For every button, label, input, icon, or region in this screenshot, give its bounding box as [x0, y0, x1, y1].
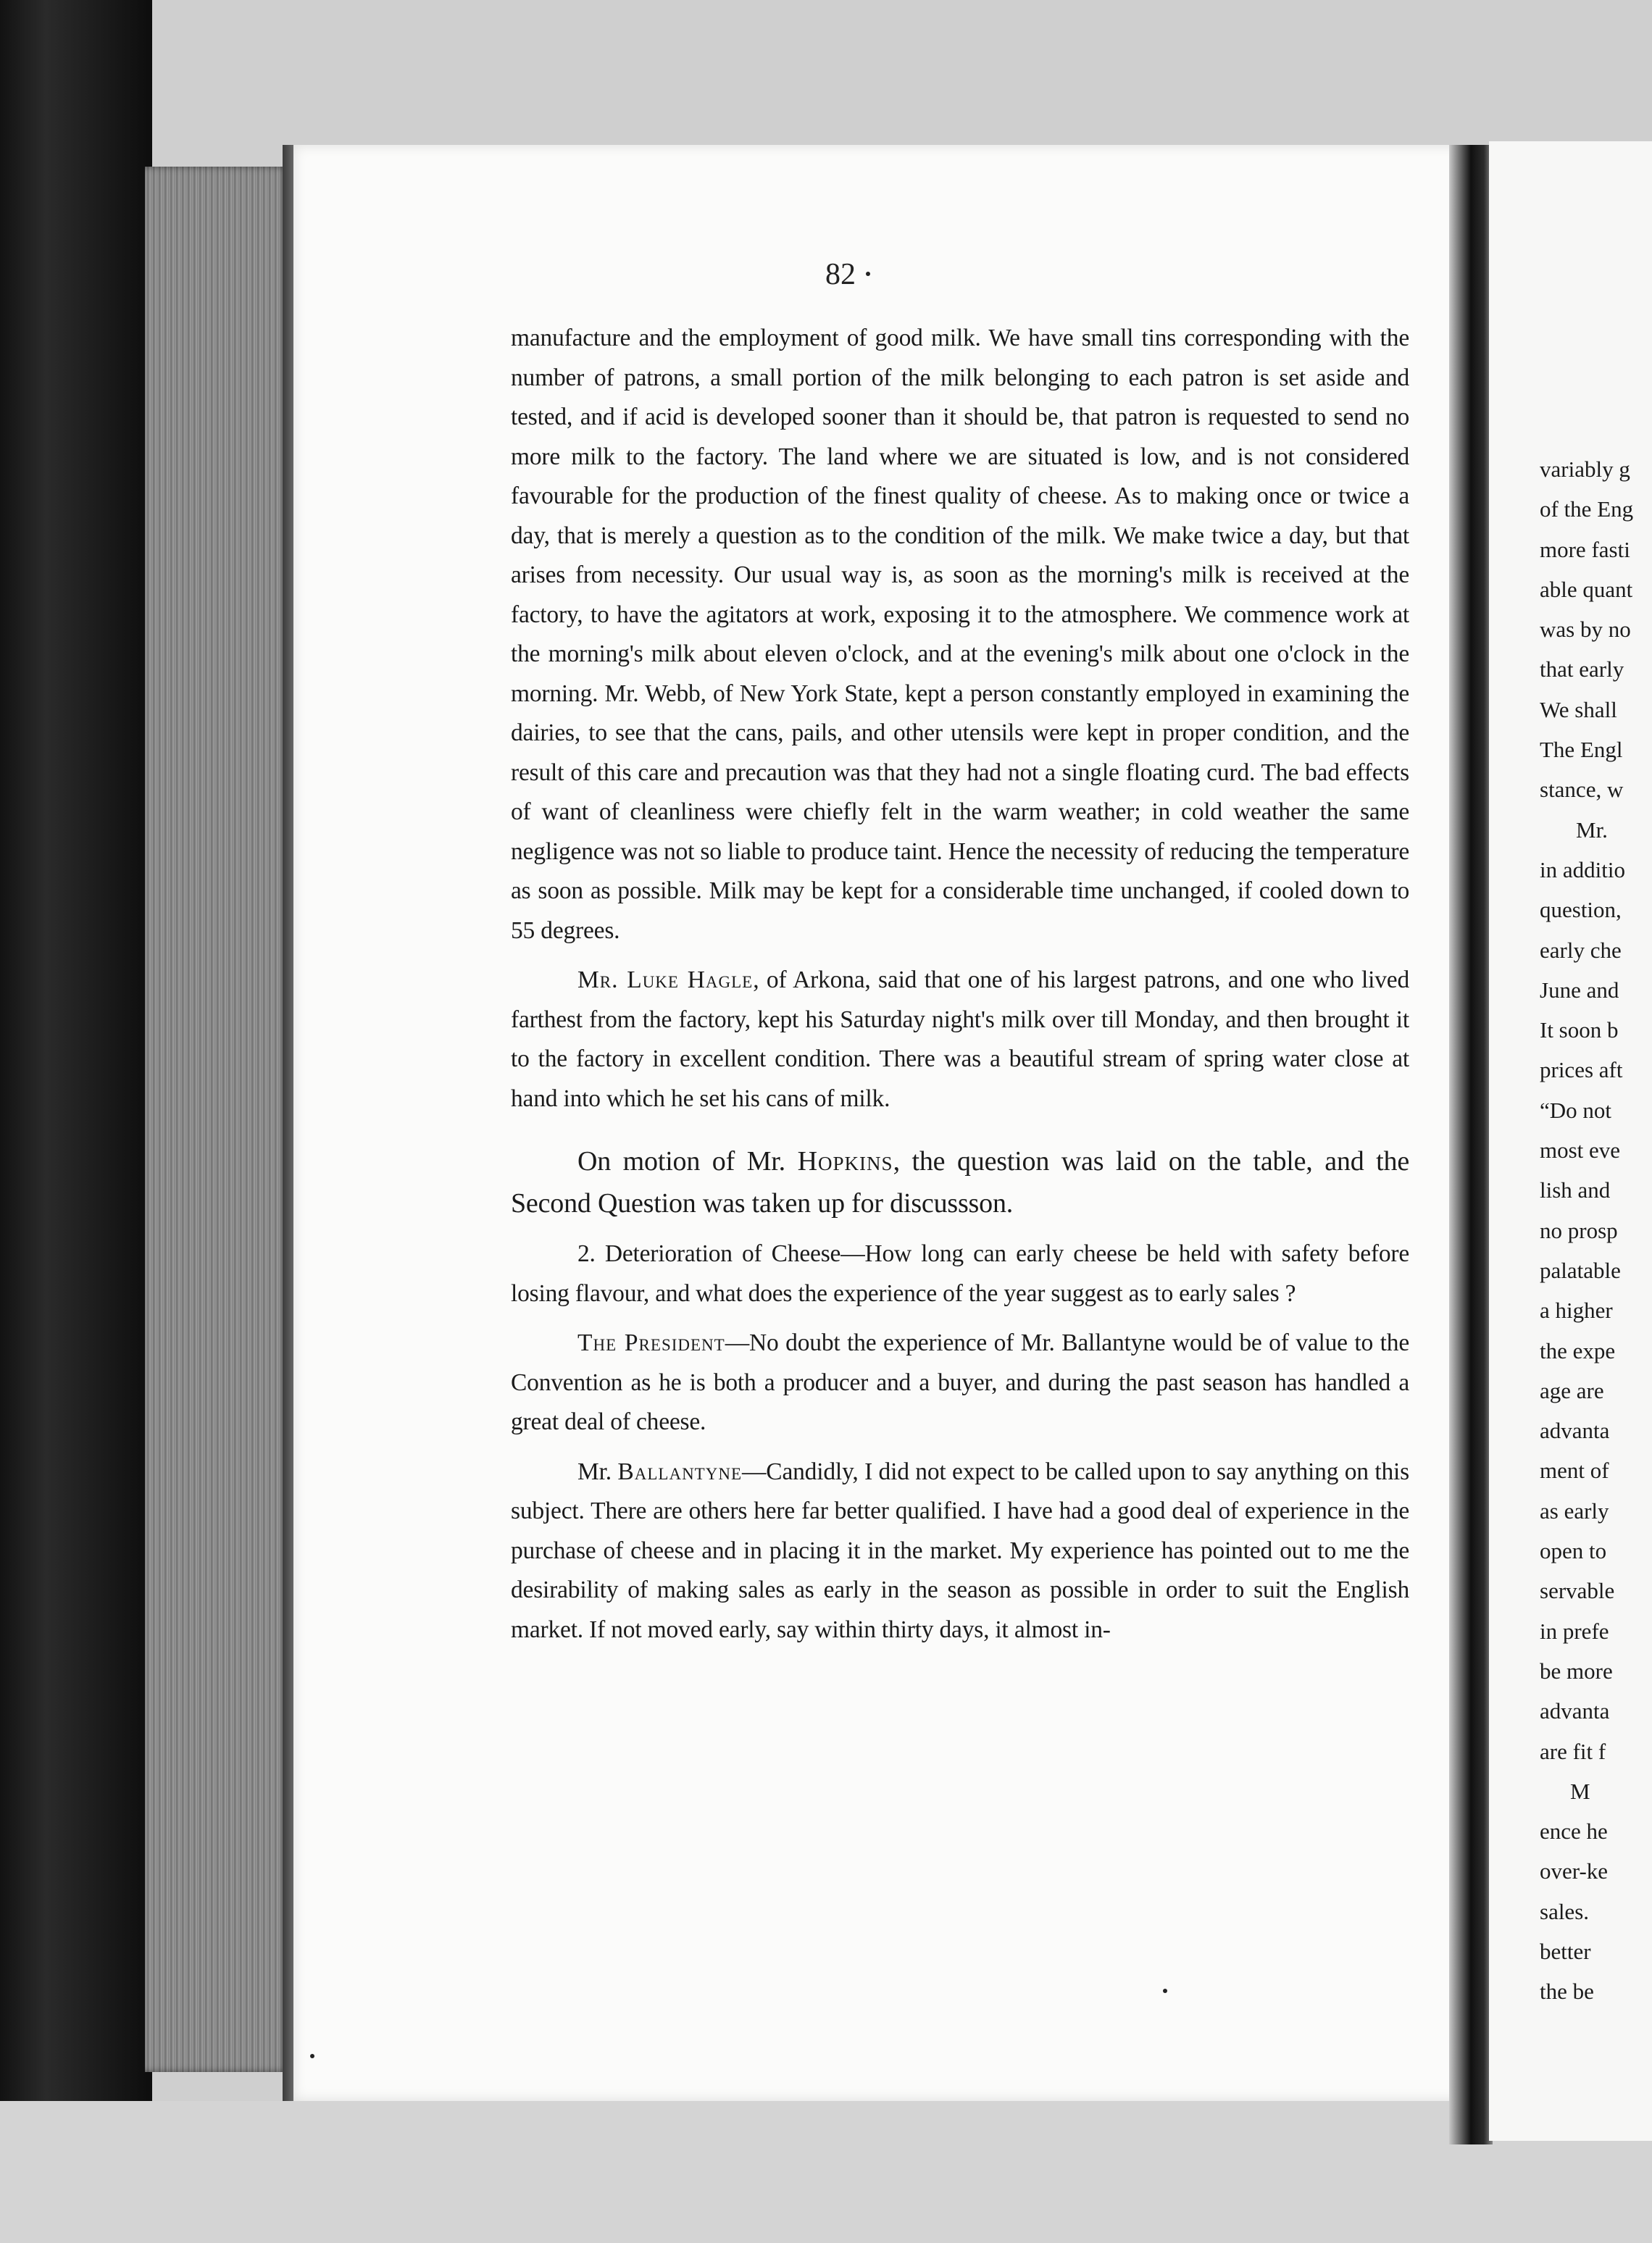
facing-page-line: ence he	[1540, 1818, 1608, 1845]
facing-page-line: over-ke	[1540, 1858, 1609, 1884]
paragraph-text: Mr.	[577, 1458, 618, 1485]
facing-page-line: ment of	[1540, 1458, 1609, 1484]
paragraph-text: , of Arkona, said that one of his largest patrons, and one who lived farthest from the factory, kept his Saturday night's milk over till Monday, and then brought it to the factory in excellent condition. There was a beautiful stream of spring water close at hand into which he set his cans of milk.	[511, 966, 1409, 1112]
book-gutter	[1449, 145, 1493, 2144]
page-edges	[145, 167, 290, 2072]
facing-page-text	[1540, 449, 1652, 2012]
facing-page-line: a higher	[1540, 1298, 1613, 1324]
question-two: 2. Deterioration of Cheese—How long can early cheese be held with safety before losing flavour, and what does the experience of the year suggest as to early sales ?	[511, 1240, 1409, 1307]
paragraph-ballantyne	[511, 1453, 1409, 1650]
facing-page-line: that early	[1540, 656, 1624, 682]
facing-page-line: better	[1540, 1938, 1591, 1964]
facing-page-line: prices aft	[1540, 1057, 1623, 1083]
facing-page-line: June and	[1540, 977, 1619, 1003]
facing-page-line: the be	[1540, 1979, 1594, 2005]
facing-page	[1489, 141, 1652, 2141]
paragraph-continuation: manufacture and the employment of good milk. We have small tins corresponding with the number of patrons, a small portion of the milk belonging to each patron is set aside and tested, and if acid is developed sooner than it should be, that patron is requested to send no more milk to the factory. The land where we are situated is low, and is not considered favourable for the production of the finest quality of cheese. As to making once or twice a day, that is merely a question as to the condition of the milk. We make twice a day, but that arises from necessity. Our usual way is, as soon as the morning's milk is received at the factory, to have the agitators at work, exposing it to the atmosphere. We commence work at the morning's milk about eleven o'clock, and at the evening's milk about one o'clock in the morning. Mr. Webb, of New York State, kept a person constantly employed in examining the dairies, to see that the cans, pails, and other utensils were kept in proper condition, and the result of this care and precaution was that they had not a single floating curd. The bad effects of want of cleanliness were chiefly felt in the warm weather; in cold weather the same negligence was not so liable to produce taint. Hence the necessity of reducing the temperature as soon as possible. Milk may be kept for a considerable time unchanged, if cooled down to 55 degrees.	[511, 325, 1409, 944]
facing-page-line: advanta	[1540, 1418, 1610, 1444]
paragraph-luke-hagle	[511, 961, 1409, 1119]
paragraph-president	[511, 1324, 1409, 1442]
facing-page-line: lish and	[1540, 1177, 1611, 1203]
facing-page-line: able quant	[1540, 576, 1633, 602]
facing-page-line: in prefe	[1540, 1618, 1609, 1644]
facing-page-line: more fasti	[1540, 536, 1630, 562]
facing-page-line: variably g	[1540, 456, 1630, 482]
page-body	[511, 319, 1409, 1650]
speaker-name: Mr. Luke Hagle	[577, 966, 754, 993]
speaker-name: The President	[577, 1329, 725, 1356]
facing-page-line: was by no	[1540, 617, 1631, 643]
facing-page-line: sales.	[1540, 1898, 1590, 1924]
motion-text: , the question was laid on the table, and the Second Question was taken up for discussson.	[511, 1146, 1409, 1219]
facing-page-line: Mr.	[1576, 816, 1608, 843]
facing-page-line: advanta	[1540, 1698, 1610, 1724]
facing-page-line: question,	[1540, 897, 1622, 923]
paragraph-text: —Candidly, I did not expect to be called upon to say anything on this subject. There are others here far better qualified. I have had a good deal of experience in the purchase of cheese and in placing it in the market. My experience has pointed out to me the desirability of making sales as early in the season as possible in order to suit the English market. If not moved early, say within thirty days, it almost in-	[511, 1458, 1409, 1643]
facing-page-line: as early	[1540, 1498, 1609, 1524]
facing-page-line: M	[1570, 1778, 1590, 1804]
book-binding	[0, 0, 152, 2243]
facing-page-line: be more	[1540, 1658, 1613, 1684]
speaker-name: Ballantyne	[617, 1458, 742, 1485]
facing-page-line: are fit f	[1540, 1738, 1606, 1764]
facing-page-line: The Engl	[1540, 737, 1623, 763]
facing-page-line: servable	[1540, 1578, 1615, 1604]
motion-text: On motion of Mr.	[577, 1146, 798, 1177]
facing-page-line: It soon b	[1540, 1017, 1619, 1043]
print-speck	[1163, 1989, 1167, 1993]
print-speck	[866, 272, 870, 276]
speaker-name: Hopkins	[797, 1146, 893, 1177]
facing-page-line: open to	[1540, 1538, 1607, 1564]
print-speck	[310, 2054, 314, 2058]
page-number: 82	[825, 258, 856, 291]
facing-page-line: age are	[1540, 1377, 1604, 1403]
facing-page-line: early che	[1540, 937, 1622, 963]
facing-page-line: stance, w	[1540, 777, 1624, 803]
facing-page-line: We shall	[1540, 696, 1617, 722]
facing-page-line: most eve	[1540, 1137, 1621, 1164]
facing-page-line: palatable	[1540, 1257, 1621, 1283]
paragraph-text: —No doubt the experience of Mr. Ballantyne would be of value to the Convention as he is both a producer and a buyer, and during the past season has handled a great deal of cheese.	[511, 1329, 1409, 1435]
facing-page-line: in additio	[1540, 856, 1625, 882]
facing-page-line: of the Eng	[1540, 496, 1634, 522]
scanner-background	[0, 2101, 1652, 2243]
facing-page-line: no prosp	[1540, 1217, 1618, 1243]
facing-page-line: the expe	[1540, 1337, 1616, 1363]
facing-page-line: “Do not	[1540, 1097, 1612, 1123]
paragraph-motion	[511, 1140, 1409, 1224]
